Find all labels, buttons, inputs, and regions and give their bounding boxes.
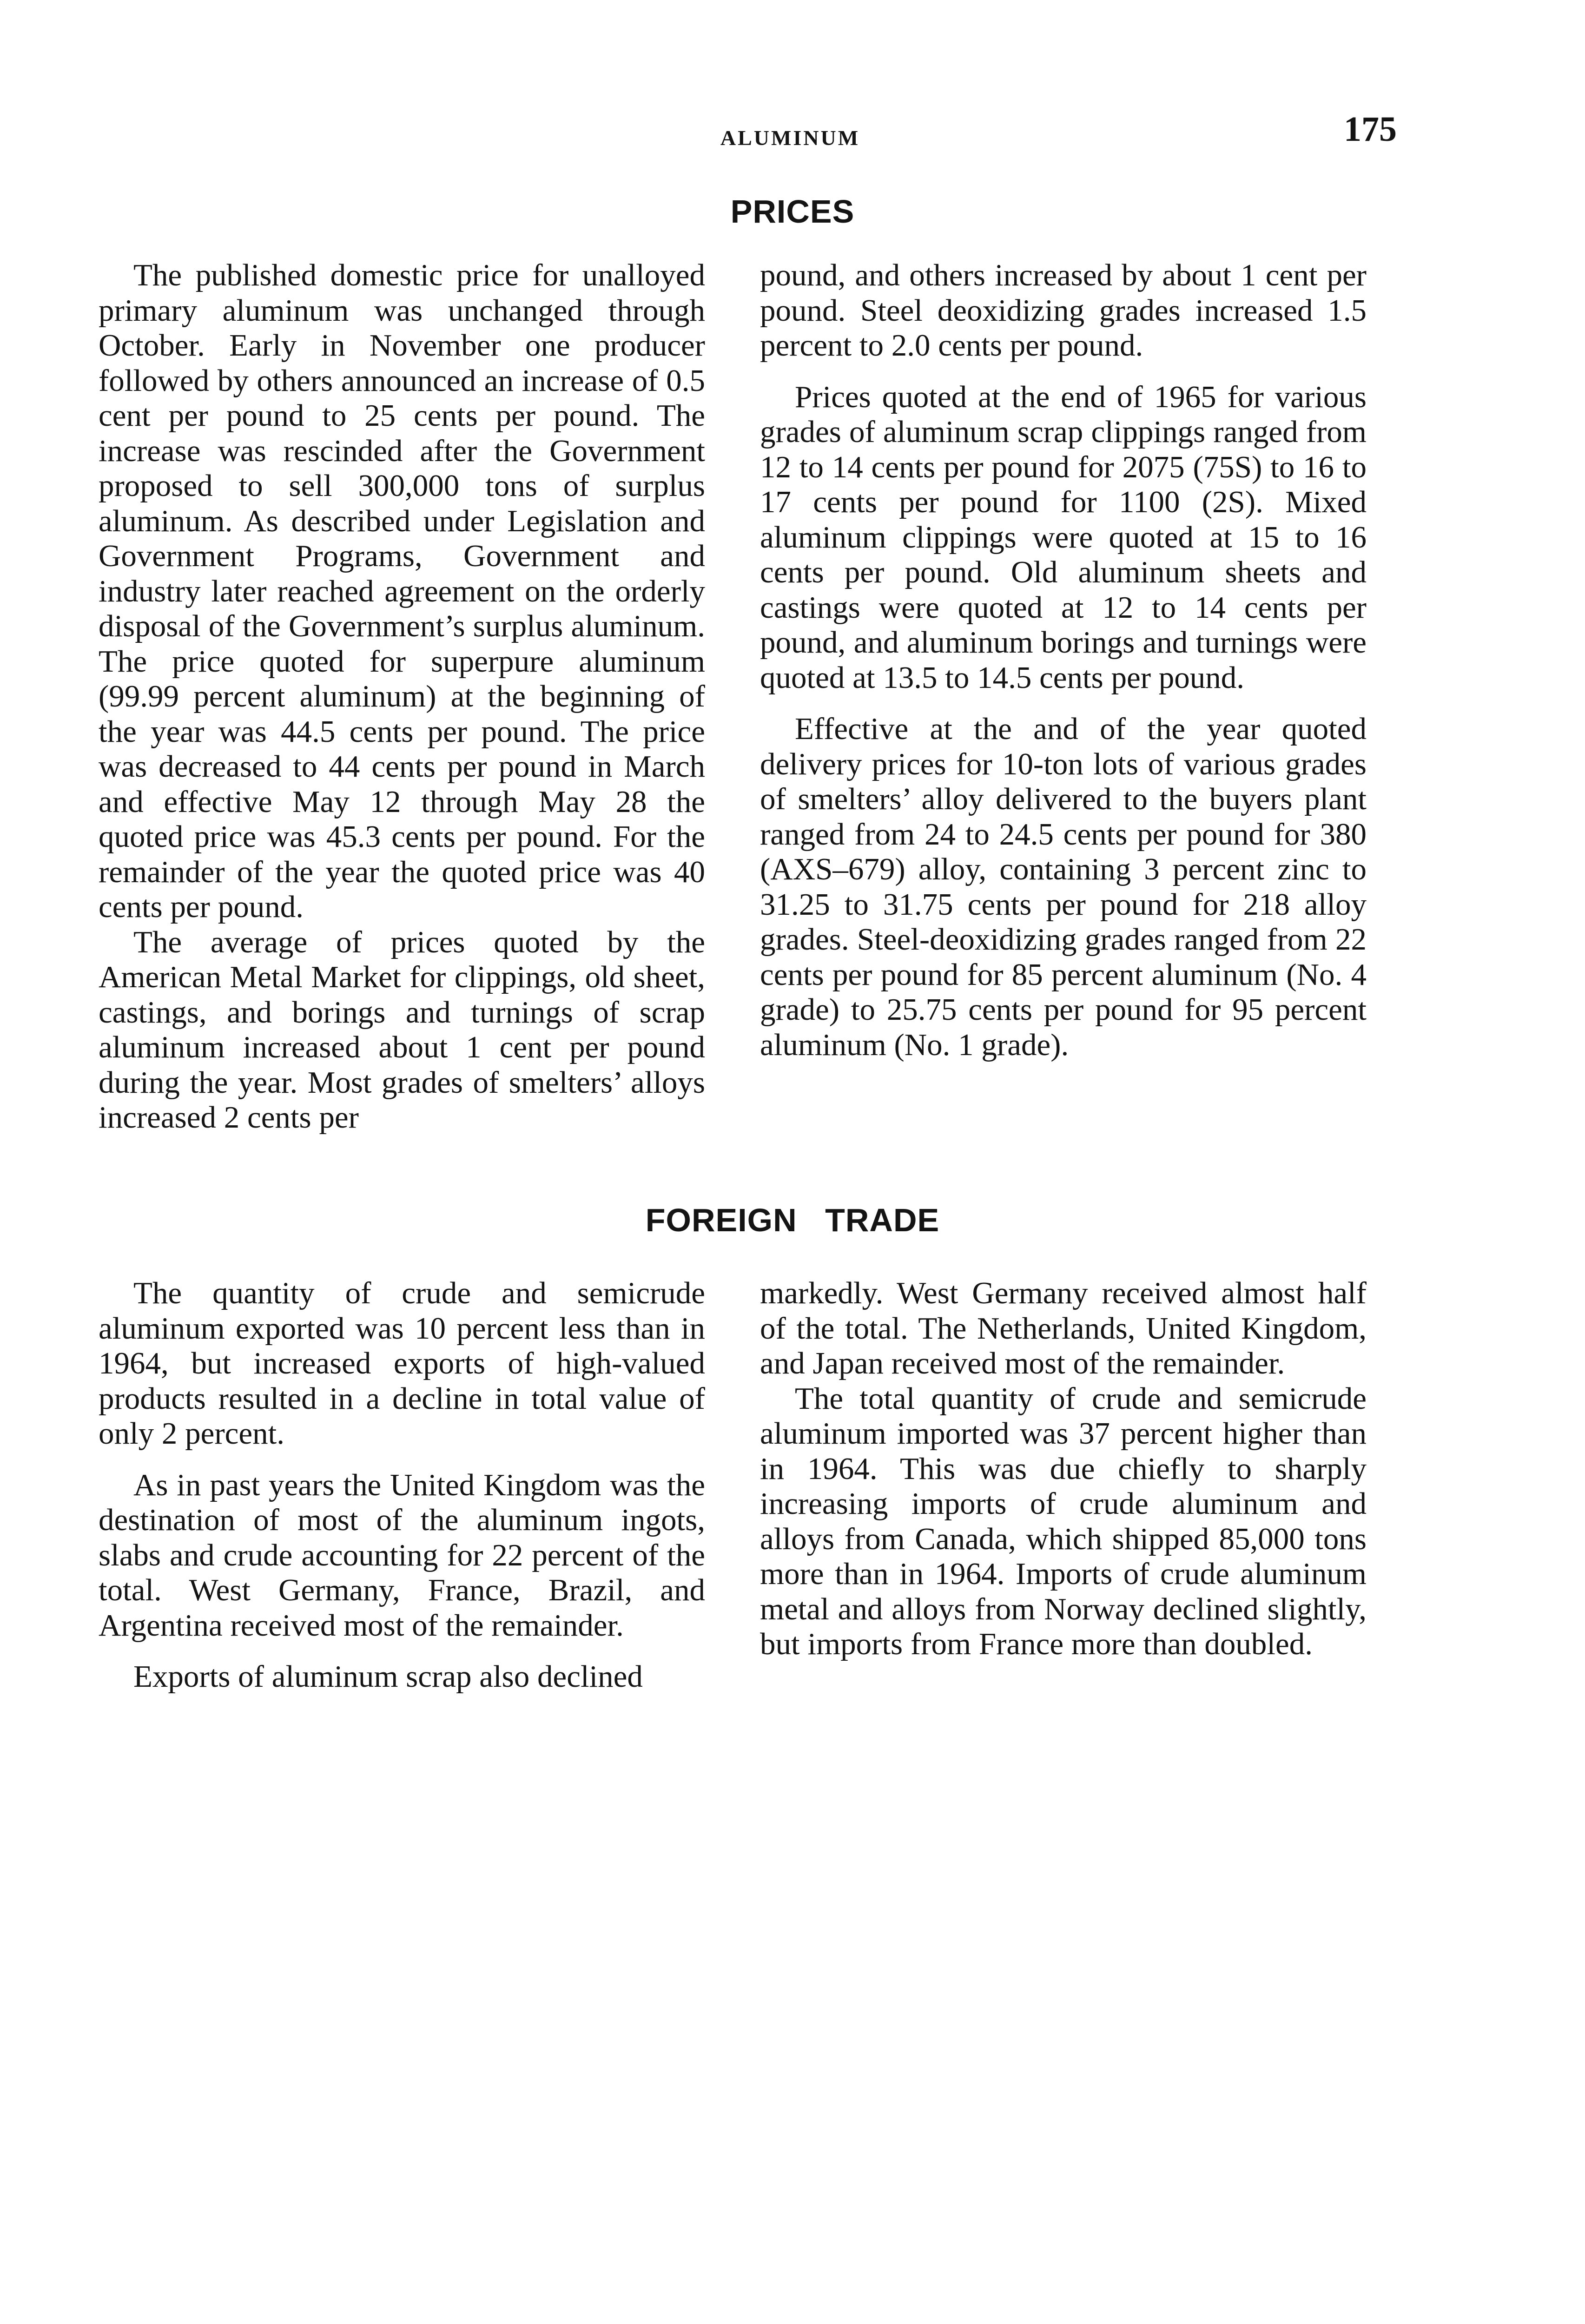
page-number: 175 [1344, 110, 1397, 149]
paragraph-continued: pound, and others increased by about 1 cent per pound. Steel deoxidizing grades increased 1.5 percent to 2.0 cents per pound. [760, 258, 1367, 363]
prices-left-column [99, 258, 705, 1136]
paragraph-continued: markedly. West Germany received almost half of the total. The Netherlands, United Kingdom, and Japan received most of the remainder. [760, 1276, 1367, 1380]
paragraph: Prices quoted at the end of 1965 for various grades of aluminum scrap clippings ranged from 12 to 14 cents per pound for 2075 (75S) to 16 to 17 cents per pound for 1100 (2S). Mixed aluminum clippings were quoted at 15 to 16 cents per pound. Old aluminum sheets and castings were quoted at 12 to 14 cents per pound, and aluminum borings and turnings were quoted at 13.5 to 14.5 cents per pound. [760, 379, 1367, 695]
paragraph: The quantity of crude and semicrude aluminum exported was 10 percent less than in 1964, but increased exports of high-valued products resulted in a decline in total value of only 2 percent. [99, 1276, 705, 1451]
paragraph: Exports of aluminum scrap also declined [133, 1659, 643, 1694]
paragraph: The average of prices quoted by the American Metal Market for clippings, old sheet, castings, and borings and turnings of scrap aluminum increased about 1 cent per pound during the year. Most grades of smelters’ alloys increased 2 cents per [99, 924, 705, 1135]
running-head: ALUMINUM [720, 126, 860, 150]
section-heading-prices: PRICES [730, 193, 855, 230]
prices-right-column [760, 258, 1367, 1063]
foreign-trade-left-column [99, 1276, 705, 1695]
paragraph: The total quantity of crude and semicrude aluminum imported was 37 percent higher than in 1964. This was due chiefly to sharply increasing imports of crude aluminum and alloys from Canada, which shipped 85,000 tons more than in 1964. Imports of crude aluminum metal and alloys from Norway declined slightly, but imports from France more than doubled. [760, 1381, 1367, 1661]
paragraph: Effective at the and of the year quoted delivery prices for 10-ton lots of various grades of smelters’ alloy delivered to the buyers plant ranged from 24 to 24.5 cents per pound for 380 (AXS–679) alloy, containing 3 percent zinc to 31.25 to 31.75 cents per pound for 218 alloy grades. Steel-deoxidizing grades ranged from 22 cents per pound for 85 percent aluminum (No. 4 grade) to 25.75 cents per pound for 95 percent aluminum (No. 1 grade). [760, 712, 1367, 1062]
section-heading-foreign-trade: FOREIGN TRADE [645, 1202, 940, 1238]
foreign-trade-right-column [760, 1276, 1367, 1662]
paragraph: As in past years the United Kingdom was the destination of most of the aluminum ingots, slabs and crude accounting for 22 percent of the total. West Germany, France, Brazil, and Argentina received most of the remainder. [99, 1467, 705, 1643]
paragraph: The published domestic price for unalloyed primary aluminum was unchanged through October. Early in November one producer followed by others announced an increase of 0.5 cent per pound to 25 cents per pound. The increase was rescinded after the Government proposed to sell 300,000 tons of surplus aluminum. As described under Legislation and Government Programs, Government and industry later reached agreement on the orderly disposal of the Government’s surplus aluminum. The price quoted for superpure aluminum (99.99 percent aluminum) at the beginning of the year was 44.5 cents per pound. The price was decreased to 44 cents per pound in March and effective May 12 through May 28 the quoted price was 45.3 cents per pound. For the remainder of the year the quoted price was 40 cents per pound. [99, 258, 705, 924]
